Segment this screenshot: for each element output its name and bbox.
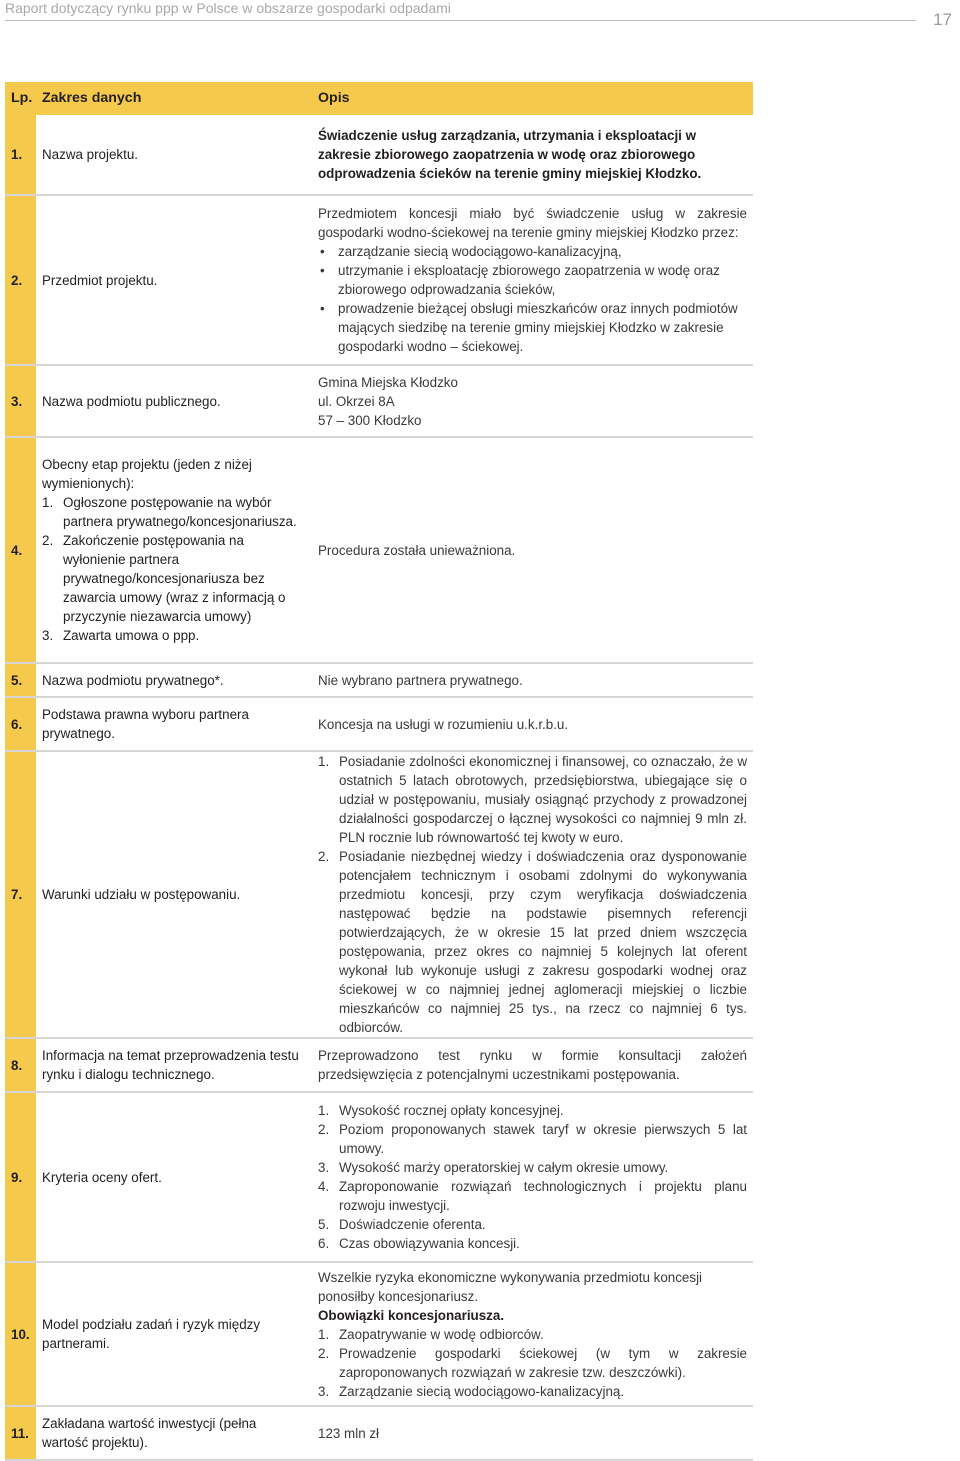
row-label: Nazwa podmiotu publicznego. bbox=[36, 365, 308, 437]
item-text: Ogłoszone postępowanie na wybór partnera prywatnego/koncesjonariusza. bbox=[63, 495, 297, 529]
conditions-list bbox=[318, 752, 747, 1037]
table-row bbox=[5, 751, 753, 1038]
item-text: Poziom proponowanych stawek taryf w okresie pierwszych 5 lat umowy. bbox=[339, 1122, 747, 1156]
row-description: 123 mln zł bbox=[308, 1406, 753, 1460]
row-number: 5. bbox=[5, 663, 36, 697]
item-number: 3. bbox=[318, 1160, 330, 1175]
list-item bbox=[318, 847, 747, 1037]
table-row bbox=[5, 697, 753, 751]
list-item bbox=[318, 1101, 747, 1120]
item-number: 2. bbox=[318, 1345, 330, 1361]
row-description: Nie wybrano partnera prywatnego. bbox=[308, 663, 753, 697]
item-text: Wysokość rocznej opłaty koncesyjnej. bbox=[339, 1103, 564, 1118]
item-number: 1. bbox=[318, 1326, 330, 1342]
list-item: • prowadzenie bieżącej obsługi mieszkańców oraz innych podmiotów mających siedzibę na terenie gminy miejskiej Kłodzko w zakresie gospodarki wodno – ściekowej. bbox=[318, 299, 747, 356]
row-number: 2. bbox=[5, 195, 36, 365]
row-label bbox=[36, 437, 308, 663]
list-item bbox=[42, 531, 302, 626]
list-item bbox=[318, 1234, 747, 1253]
table-header-row bbox=[5, 82, 753, 115]
item-text: Prowadzenie gospodarki ściekowej (w tym w zakresie zaproponowanych rozwiązań w zakresie tzw. deszczówki). bbox=[339, 1345, 747, 1380]
item-number: 1. bbox=[42, 495, 54, 510]
item-text: Zakończenie postępowania na wyłonienie partnera prywatnego/koncesjonariusza bez zawarcia umowy (wraz z informacją o przyczynie niezawarcia umowy) bbox=[63, 533, 286, 624]
row-number: 3. bbox=[5, 365, 36, 437]
item-number: 1. bbox=[318, 1103, 330, 1118]
list-item: • zarządzanie siecią wodociągowo-kanalizacyjną, bbox=[318, 242, 747, 261]
list-item bbox=[318, 752, 747, 847]
item-text: Doświadczenie oferenta. bbox=[339, 1217, 486, 1232]
row-description bbox=[308, 365, 753, 437]
item-number: 1. bbox=[318, 754, 330, 769]
item-text: Wysokość marży operatorskiej w całym okresie umowy. bbox=[339, 1160, 669, 1175]
row-label: Nazwa projektu. bbox=[36, 115, 308, 195]
row-description: Świadczenie usług zarządzania, utrzymania i eksploatacji w zakresie zbiorowego zaopatrzenia w wodę oraz zbiorowego odprowadzenia ścieków na terenie gminy miejskiej Kłodzko. bbox=[308, 115, 753, 195]
table-row bbox=[5, 365, 753, 437]
risk-intro: Wszelkie ryzyka ekonomiczne wykonywania przedmiotu koncesji ponosiłby koncesjonariusz. bbox=[318, 1269, 703, 1304]
item-number: 3. bbox=[318, 1383, 330, 1399]
row-description: Procedura została unieważniona. bbox=[308, 437, 753, 663]
row-number: 10. bbox=[5, 1262, 36, 1406]
table-row bbox=[5, 663, 753, 697]
list-item bbox=[318, 1325, 747, 1344]
row-label: Kryteria oceny ofert. bbox=[36, 1092, 308, 1262]
row-description bbox=[308, 1092, 753, 1262]
item-text: Posiadanie zdolności ekonomicznej i finansowej, co oznaczało, że w ostatnich 5 latach obrotowych, przedsiębiorstwa, ubiegające się o udział w postępowaniu, musiały osiągnąć przychody z prowadzonej działalności gospodarczej o łącznej wysokości co najmniej 9 mln zł. PLN rocznie lub równowartość tej kwoty w euro. bbox=[339, 754, 747, 845]
description-bullet-list bbox=[318, 242, 747, 356]
row-description bbox=[308, 1262, 753, 1406]
item-number: 2. bbox=[42, 533, 54, 548]
project-data-table bbox=[5, 82, 753, 1461]
address-line: 57 – 300 Kłodzko bbox=[318, 412, 422, 428]
item-number: 2. bbox=[318, 1122, 330, 1137]
table-row bbox=[5, 1262, 753, 1406]
column-header-zakres: Zakres danych bbox=[36, 82, 308, 115]
table-row bbox=[5, 437, 753, 663]
table-row bbox=[5, 1406, 753, 1460]
list-item: • utrzymanie i eksploatację zbiorowego zaopatrzenia w wodę oraz zbiorowego odprowadzania ścieków, bbox=[318, 261, 747, 299]
table-row bbox=[5, 195, 753, 365]
obligations-list bbox=[318, 1325, 747, 1401]
description-intro: Przedmiotem koncesji miało być świadczenie usług w zakresie gospodarki wodno-ściekowej na terenie gminy miejskiej Kłodzko przez: bbox=[318, 206, 747, 240]
row-number: 1. bbox=[5, 115, 36, 195]
list-item bbox=[318, 1120, 747, 1158]
row-label: Nazwa podmiotu prywatnego*. bbox=[36, 663, 308, 697]
row-label: Warunki udziału w postępowaniu. bbox=[36, 751, 308, 1038]
row-description: Koncesja na usługi w rozumieniu u.k.r.b.u. bbox=[308, 697, 753, 751]
list-item bbox=[318, 1382, 747, 1401]
stage-list bbox=[42, 493, 302, 645]
item-number: 2. bbox=[318, 849, 330, 864]
list-item bbox=[42, 493, 302, 531]
row-description: Przeprowadzono test rynku w formie konsultacji założeń przedsięwzięcia z potencjalnymi uczestnikami postępowania. bbox=[308, 1038, 753, 1092]
row-number: 6. bbox=[5, 697, 36, 751]
row-description bbox=[308, 195, 753, 365]
item-number: 6. bbox=[318, 1236, 330, 1251]
list-item bbox=[318, 1158, 747, 1177]
row-number: 8. bbox=[5, 1038, 36, 1092]
address-line: ul. Okrzei 8A bbox=[318, 393, 395, 409]
row-label: Przedmiot projektu. bbox=[36, 195, 308, 365]
row-label: Podstawa prawna wyboru partnera prywatnego. bbox=[36, 697, 308, 751]
header-rule bbox=[5, 20, 916, 21]
item-text: Zawarta umowa o ppp. bbox=[63, 628, 200, 643]
list-item bbox=[42, 626, 302, 645]
item-text: Czas obowiązywania koncesji. bbox=[339, 1236, 520, 1251]
row-number: 4. bbox=[5, 437, 36, 663]
column-header-lp: Lp. bbox=[5, 82, 36, 115]
running-title: Raport dotyczący rynku ppp w Polsce w obszarze gospodarki odpadami bbox=[5, 0, 451, 16]
item-text: Posiadanie niezbędnej wiedzy i doświadczenia oraz dysponowanie potencjałem technicznym i osobami zdolnymi do wykonywania przedmiotu koncesji, przy czym weryfikacja doświadczenia następować będzie na podstawie pisemnych referencji potwierdzających, że w okresie 15 lat przed dniem wszczęcia postępowania, przez okres co najmniej 5 kolejnych lat oferent wykonał lub wykonuje usługi z zakresu gospodarki wodnej oraz ściekowej w co najmniej jednej aglomeracji miejskiej o liczbie mieszkańców co najmniej 25 tys., na rzecz co najmniej 6 tys. odbiorców. bbox=[339, 849, 747, 1035]
item-text: Zaopatrywanie w wodę odbiorców. bbox=[339, 1326, 544, 1342]
table-row bbox=[5, 115, 753, 195]
item-number: 5. bbox=[318, 1217, 330, 1232]
list-item bbox=[318, 1344, 747, 1382]
stage-intro: Obecny etap projektu (jeden z niżej wymienionych): bbox=[42, 457, 252, 491]
row-number: 11. bbox=[5, 1406, 36, 1460]
address-line: Gmina Miejska Kłodzko bbox=[318, 374, 458, 390]
item-number: 3. bbox=[42, 628, 54, 643]
row-label: Informacja na temat przeprowadzenia testu rynku i dialogu technicznego. bbox=[36, 1038, 308, 1092]
table-row bbox=[5, 1092, 753, 1262]
column-header-opis: Opis bbox=[308, 82, 753, 115]
row-number: 9. bbox=[5, 1092, 36, 1262]
item-text: Zarządzanie siecią wodociągowo-kanalizacyjną. bbox=[339, 1383, 625, 1399]
row-number: 7. bbox=[5, 751, 36, 1038]
item-text: Zaproponowanie rozwiązań technologicznych i projektu planu rozwoju inwestycji. bbox=[339, 1179, 747, 1213]
table-row bbox=[5, 1038, 753, 1092]
criteria-list bbox=[318, 1101, 747, 1253]
page-number: 17 bbox=[933, 10, 952, 29]
list-item bbox=[318, 1177, 747, 1215]
obligations-heading: Obowiązki koncesjonariusza. bbox=[318, 1307, 505, 1323]
item-number: 4. bbox=[318, 1179, 330, 1194]
list-item bbox=[318, 1215, 747, 1234]
row-label: Model podziału zadań i ryzyk między partnerami. bbox=[36, 1262, 308, 1406]
row-label: Zakładana wartość inwestycji (pełna wartość projektu). bbox=[36, 1406, 308, 1460]
row-description bbox=[308, 751, 753, 1038]
